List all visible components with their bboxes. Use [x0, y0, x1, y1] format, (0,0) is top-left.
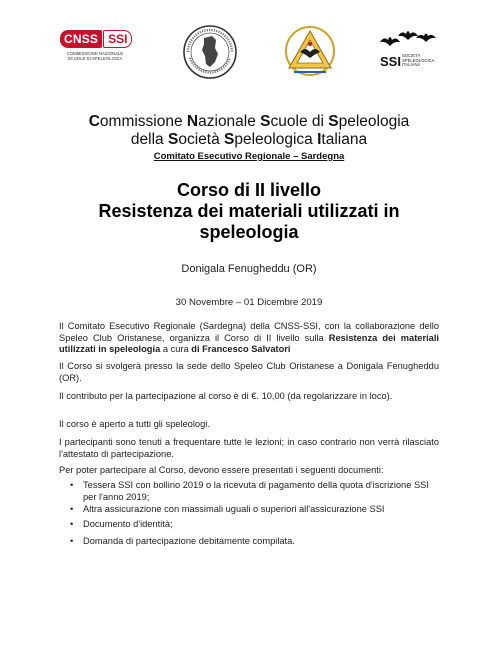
header-word: della	[130, 131, 168, 148]
cnss-ssi-logo	[60, 30, 130, 76]
cnss-subtitle	[60, 51, 130, 61]
course-location: Donigala Fenugheddu (OR)	[181, 263, 317, 275]
regional-seal-logo	[182, 22, 238, 82]
intro-text: a cura	[160, 344, 192, 355]
course-subject: Resistenza dei materiali utilizzati in speleologia	[59, 332, 440, 355]
header-word: cuole di	[270, 113, 329, 130]
document-header	[0, 113, 498, 162]
documents-list	[59, 480, 439, 548]
paragraph-intro	[59, 321, 439, 356]
header-word: ommissione	[99, 113, 187, 130]
header-line1	[0, 113, 498, 131]
comitato-subtitle: Comitato Esecutivo Regionale – Sardegna	[153, 151, 345, 162]
cap-letter: S	[260, 113, 271, 130]
ssi-right-text: SOCIETÀ SPELEOLOGICA ITALIANA	[402, 53, 435, 68]
header-word: taliana	[321, 131, 368, 148]
list-item: • Documento d'identità;	[59, 519, 439, 531]
paragraph-attendance: I partecipanti sono tenuti a frequentare tutte le lezioni; in caso contrario non verrà rilasciato l'attestato di partecipazione.	[59, 437, 439, 459]
cap-letter: S	[224, 131, 235, 148]
header-word: peleologia	[338, 113, 410, 130]
header-word: peleologica	[234, 131, 318, 148]
paragraph-open: Il corso è aperto a tutti gli speleologi.	[59, 419, 210, 429]
ssi-right-label: SSI	[380, 54, 401, 69]
cap-letter: S	[167, 131, 179, 148]
seal-icon	[182, 22, 238, 82]
course-title	[0, 180, 498, 243]
intro-text: Il Comitato Esecutivo Regionale (Sardegna) della CNSS-SSI, con la collaborazione dello Speleo Club Oristanese, organizza il Corso di II livello sulla	[59, 321, 439, 343]
header-word: azionale	[198, 113, 261, 130]
cnss-badge	[60, 30, 130, 48]
paragraph-venue: Il Corso si svolgerà presso la sede dello Speleo Club Oristanese a Donigala Fenugheddu (OR).	[59, 361, 439, 383]
bat-triangle-icon	[280, 22, 340, 82]
cnss-sub-line1: COMMISSIONE NAZIONALE	[66, 51, 124, 56]
cap-letter: I	[317, 131, 322, 148]
paragraph-documents: Per poter partecipare al Corso, devono essere presentati i seguenti documenti:	[59, 465, 384, 475]
title-line3: speleologia	[199, 222, 299, 242]
list-item: • Altra assicurazione con massimali uguali o superiori all'assicurazione SSI	[59, 504, 439, 516]
cap-letter: N	[186, 113, 199, 130]
course-date: 30 Novembre – 01 Dicembre 2019	[175, 297, 323, 308]
title-line2: Resistenza dei materiali utilizzati in	[98, 201, 400, 221]
title-line1: Corso di II livello	[176, 180, 322, 200]
header-line2	[0, 131, 498, 149]
header-word: ocietà	[178, 131, 224, 148]
list-item: • Domanda di partecipazione debitamente compilata.	[59, 536, 439, 548]
cap-letter: C	[88, 113, 100, 130]
cnss-label: CNSS	[60, 30, 102, 48]
cnss-sub-line2: SCUOLE DI SPELEOLOGIA	[67, 56, 123, 61]
speleo-club-logo	[280, 22, 340, 82]
instructor-name: di Francesco Salvatori	[191, 344, 291, 355]
ssi-logo	[378, 28, 438, 78]
ssi-label: SSI	[103, 30, 132, 48]
cap-letter: S	[328, 113, 339, 130]
paragraph-fee: Il contributo per la partecipazione al corso è di €. 10,00 (da regolarizzare in loco).	[59, 391, 393, 401]
list-item: • Tessera SSI con bollino 2019 o la ricevuta di pagamento della quota d'iscrizione SSI per l'anno 2019;	[59, 480, 439, 503]
logo-bar	[0, 22, 498, 84]
